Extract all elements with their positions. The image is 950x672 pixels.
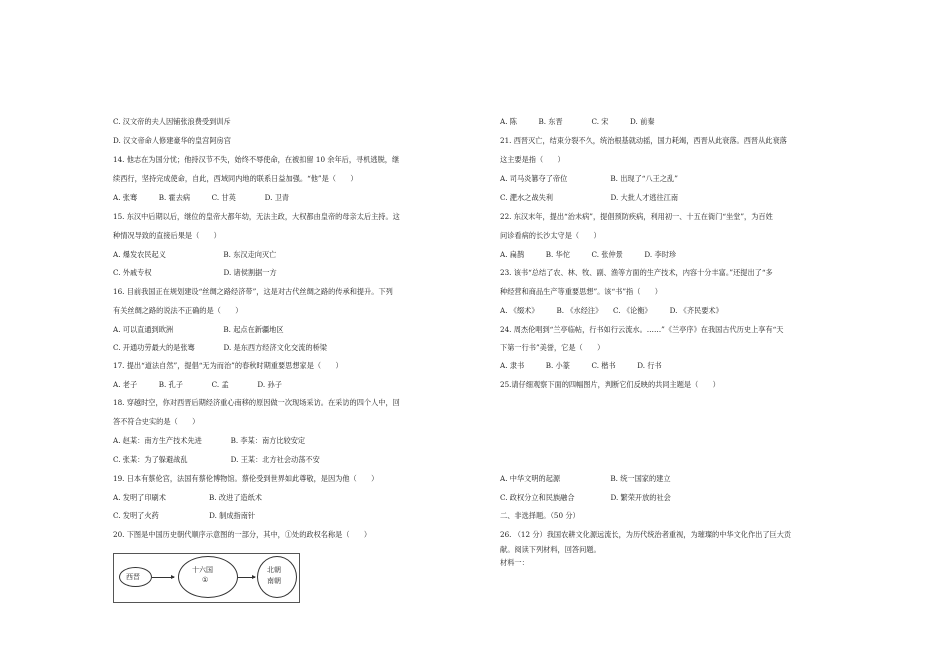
text-line: 16. 目前我国正在规划建设“丝绸之路经济带”，这是对古代丝绸之路的传承和提升。下列 (113, 287, 393, 296)
dynasty-label-xijin: 西晋 (126, 573, 140, 581)
text-line: 24. 周杰伦唱到“兰亭临帖，行书如行云流水。……”《兰亭序》在我国古代历史上享有“天 (500, 325, 784, 334)
text-line: A. 陈 B. 东晋 C. 宋 D. 前秦 (500, 117, 655, 126)
text-line: C. 张某：为了躲避战乱 D. 王某：北方社会动荡不安 (113, 455, 320, 464)
text-line: C. 外戚专权 D. 诸侯割据一方 (113, 268, 277, 277)
text-line: 21. 西晋灭亡，结束分裂不久，统治根基就动摇，国力耗竭，西晋从此衰落。西晋从此衰落 (500, 136, 787, 145)
text-line: 23. 该书“总结了农、林、牧、副、渔等方面的生产技术，内容十分丰富。”还提出了“多 (500, 268, 773, 277)
text-line: A. 赵某：南方生产技术先进 B. 李某：南方比较安定 (113, 436, 306, 445)
text-line: C. 政权分立和民族融合 D. 繁荣开放的社会 (500, 493, 671, 502)
text-line: A. 老子 B. 孔子 C. 孟 D. 孙子 (113, 380, 282, 389)
text-line: 问诊看病的长沙太守是（ ） (500, 231, 601, 240)
text-line: C. 开通功劳最大的是张骞 D. 是东西方经济文化交流的桥梁 (113, 343, 327, 352)
text-line: A. 张骞 B. 霍去病 C. 甘英 D. 卫青 (113, 193, 290, 202)
text-line: 25.请仔细观察下面的四幅图片，判断它们反映的共同主题是（ ） (500, 380, 720, 389)
text-line: 下第一行书”美誉，它是（ ） (500, 343, 605, 352)
text-line: 献。阅读下列材料，回答问题。 (500, 545, 601, 554)
text-line: 这主要是指（ ） (500, 155, 565, 164)
text-line: 种经营和商品生产等重要思想”。该“书”指（ ） (500, 287, 662, 296)
text-line: A. 《缀术》 B. 《水经注》 C. 《论衡》 D. 《齐民要术》 (500, 306, 723, 315)
text-line: A. 隶书 B. 小篆 C. 楷书 D. 行书 (500, 361, 662, 370)
text-line: 答不符合史实的是（ ） (113, 417, 200, 426)
dynasty-label-southern: 南朝 (267, 577, 281, 585)
arrow-icon (238, 577, 255, 578)
text-line: 二、非选择题。（50 分） (500, 511, 580, 520)
text-line: A. 中华文明的起源 B. 统一国家的建立 (500, 474, 671, 483)
text-line: C. 发明了火药 D. 制成指南针 (113, 511, 256, 520)
text-line: 17. 提出“道法自然”，提倡“无为而治”的春秋时期重要思想家是（ ） (113, 361, 343, 370)
text-line: 有关丝绸之路的说法不正确的是（ ） (113, 306, 243, 315)
text-line: A. 扁鹊 B. 华佗 C. 张仲景 D. 李时珍 (500, 250, 677, 259)
text-line: A. 发明了印刷术 B. 改进了造纸术 (113, 493, 262, 502)
dynasty-label-sixteen-kingdoms: 十六国 (192, 566, 213, 574)
dynasty-label-blank-1: ① (202, 576, 209, 584)
text-line: D. 汉文帝命人修建豪华的皇宫阿房宫 (113, 136, 231, 145)
text-line: C. 汉文帝的夫人因铺张浪费受到训斥 (113, 117, 231, 126)
text-line: A. 可以直通到欧洲 B. 起点在新疆地区 (113, 325, 284, 334)
dynasty-label-northern: 北朝 (267, 566, 281, 574)
text-line: 26. （12 分）我国农耕文化源远流长，为历代统治者重视，为璀璨的中华文化作出了巨大贡 (500, 530, 792, 539)
text-line: 材料一： (500, 558, 529, 567)
text-line: 19. 日本有蔡伦宫，法国有蔡伦博物馆。蔡伦受到世界如此尊敬，是因为他（ ） (113, 474, 379, 483)
text-line: A. 爆发农民起义 B. 东汉走向灭亡 (113, 250, 277, 259)
text-line: 20. 下图是中国历史朝代顺序示意图的一部分，其中，①处的政权名称是（ ） (113, 530, 372, 539)
text-line: 15. 东汉中后期以后，继位的皇帝大都年幼，无法主政，大权都由皇帝的母亲太后主持。这 (113, 212, 400, 221)
text-line: A. 司马炎篡夺了帝位 B. 出现了“八王之乱” (500, 174, 678, 183)
text-line: 18. 穿越时空，你对西晋后期经济重心南移的原因做一次现场采访。在采访的四个人中，回 (113, 398, 400, 407)
arrow-icon (152, 577, 174, 578)
text-line: 22. 东汉末年，提出“治未病”，提倡预防疾病，利用初一、十五在衙门“坐堂”，为百姓 (500, 212, 773, 221)
text-line: 续西行，坚持完成使命，自此，西域同内地的联系日益加强。“他”是（ ） (113, 174, 358, 183)
text-line: C. 淝水之战失利 D. 大批人才逃往江南 (500, 193, 679, 202)
text-line: 14. 他志在为国分忧；他持汉节不失，始终不辱使命，在被扣留 10 余年后，寻机逃脱，继 (113, 155, 400, 164)
dynasty-order-diagram (113, 553, 300, 603)
text-line: 种情况导致的直接后果是（ ） (113, 231, 221, 240)
